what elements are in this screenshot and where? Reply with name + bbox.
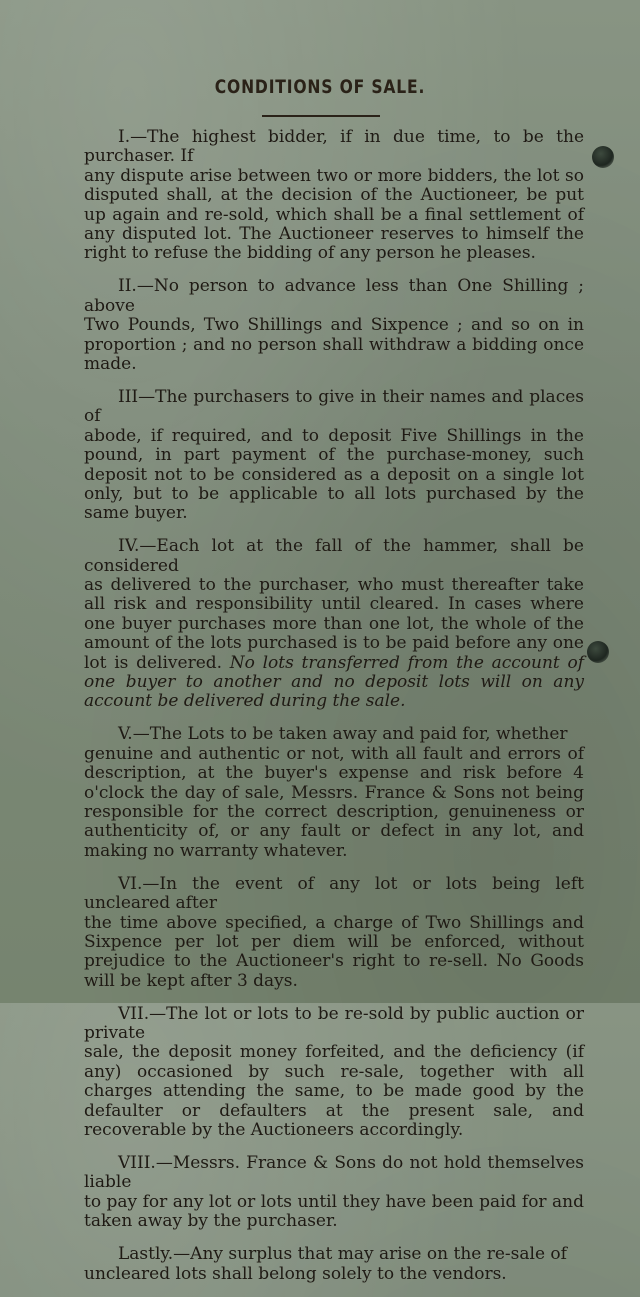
paragraph-body: sale, the deposit money forfeited, and the deficiency (if any) occasioned by such re-sale, together with all charges attending the same, to be made good by the defaulter or defaulters at the present sale, and recoverable by the Auctioneers accordingly.: [84, 1042, 584, 1141]
condition-paragraph-lastly: [84, 1245, 584, 1284]
paragraph-body: [84, 576, 584, 712]
paragraph-body: genuine and authentic or not, with all fault and errors of description, at the buyer's expense and risk before 4 o'clock the day of sale, Messrs. France & Sons not being responsible for the correct description, genuineness or authenticity of, or any fault or defect in any lot, and making no warranty whatever.: [84, 743, 584, 861]
binding-hole-bottom: [587, 641, 609, 663]
condition-paragraph-5: [84, 725, 584, 861]
paragraph-body: uncleared lots shall belong solely to the vendors.: [84, 1263, 507, 1284]
paragraph-body: to pay for any lot or lots until they have been paid for and taken away by the purchaser.: [84, 1191, 584, 1232]
paragraph-lead: III—The purchasers to give in their names and places of: [84, 386, 584, 427]
condition-paragraph-1: [84, 128, 584, 264]
binding-hole-top: [592, 146, 614, 168]
paragraph-body: any dispute arise between two or more bidders, the lot so disputed shall, at the decision of the Auctioneer, be put up again and re-sold, which shall be a final settlement of any disputed lot. The Auctioneer reserves to himself the right to refuse the bidding of any person he pleases.: [84, 165, 584, 264]
condition-paragraph-3: [84, 388, 584, 524]
conditions-text: [84, 128, 584, 1297]
paragraph-lead: I.—The highest bidder, if in due time, to be the purchaser. If: [84, 127, 584, 167]
title-rule: [262, 115, 380, 117]
paragraph-lead: VII.—The lot or lots to be re-sold by public auction or private: [84, 1003, 584, 1044]
paragraph-lead: IV.—Each lot at the fall of the hammer, shall be considered: [84, 536, 584, 576]
paragraph-body: abode, if required, and to deposit Five Shillings in the pound, in part payment of the purchase-money, such deposit not to be considered as a deposit on a single lot only, but to be applicable to all lots purchased by the same buyer.: [84, 425, 584, 524]
condition-paragraph-7: [84, 1005, 584, 1141]
paragraph-body-roman: as delivered to the purchaser, who must thereafter take all risk and responsibility until cleared. In cases where one buyer purchases more than one lot, the whole of the amount of the lots purchased is to be paid before any one lot is delivered.: [84, 575, 584, 673]
condition-paragraph-4: [84, 537, 584, 712]
paragraph-lead: II.—No person to advance less than One Shilling ; above: [84, 276, 584, 316]
paragraph-lead: V.—The Lots to be taken away and paid for, whether: [118, 724, 568, 745]
condition-paragraph-2: [84, 277, 584, 374]
paragraph-lead: VIII.—Messrs. France & Sons do not hold themselves liable: [84, 1153, 584, 1193]
condition-paragraph-6: [84, 875, 584, 991]
paragraph-body: Two Pounds, Two Shillings and Sixpence ; and so on in proportion ; and no person shall withdraw a bidding once made.: [84, 315, 584, 374]
paragraph-body-italic: No lots transferred from the account of one buyer to another and no deposit lots will on any account be delivered during the sale.: [84, 652, 585, 712]
page-title: CONDITIONS OF SALE.: [214, 76, 426, 98]
condition-paragraph-8: [84, 1154, 584, 1232]
paragraph-body: the time above specified, a charge of Two Shillings and Sixpence per lot per diem will be enforced, without prejudice to the Auctioneer's right to re-sell. No Goods will be kept after 3 days.: [84, 912, 584, 991]
paragraph-lead: Lastly.—Any surplus that may arise on the re-sale of: [118, 1244, 567, 1265]
paragraph-lead: VI.—In the event of any lot or lots being left uncleared after: [84, 873, 584, 914]
